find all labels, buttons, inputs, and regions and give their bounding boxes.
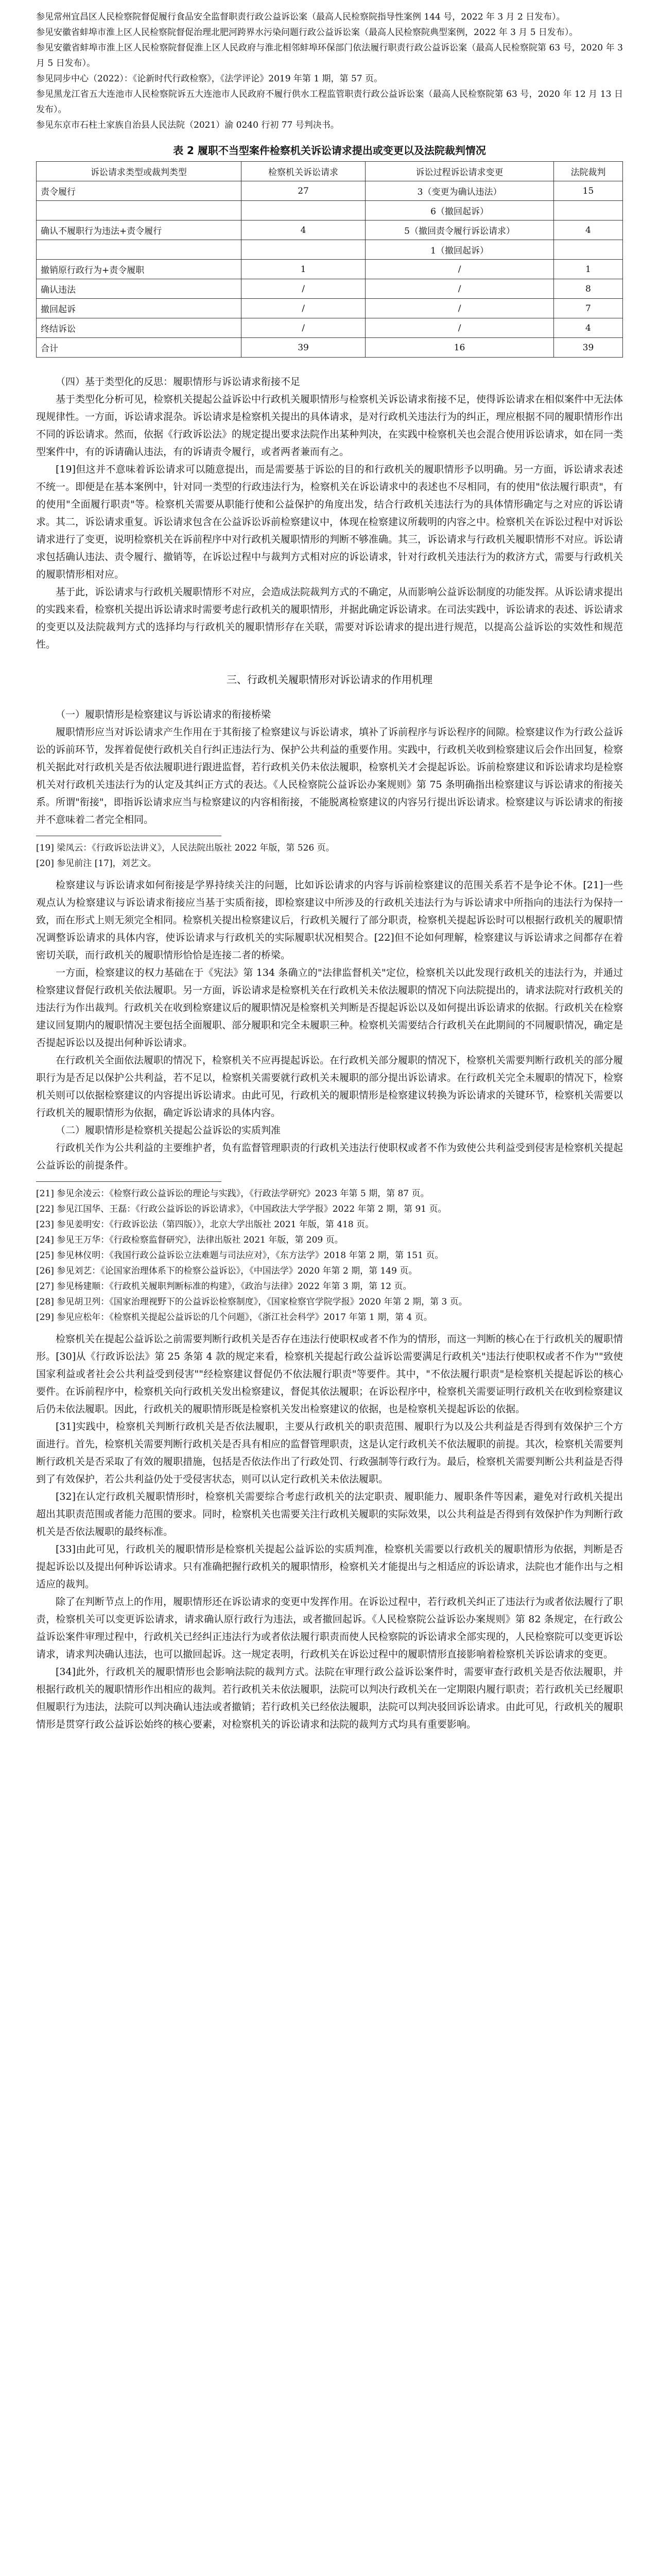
table-cell: / xyxy=(366,279,554,299)
table-cell: 8 xyxy=(553,279,622,299)
table-cell xyxy=(37,201,241,221)
body-paragraph: [33]由此可见，行政机关的履职情形是检察机关提起公益诉讼的实质判准，检察机关需要以行政机关的履职情形为依据，判断是否提起诉讼以及提出何种诉讼请求。只有准确把握行政机关的履职情形，检察机关才能提出与之相适应的诉讼请求，法院也才能作出与之相适应的裁判。 xyxy=(36,1544,623,1590)
table-cell xyxy=(553,201,622,221)
table-cell: / xyxy=(241,299,365,318)
table-row xyxy=(37,260,623,279)
footnote: [28] 参见胡卫列：《国家治理视野下的公益诉讼检察制度》，《国家检察官学院学报》2020 年第 2 期，第 3 页。 xyxy=(36,1297,467,1307)
table-row xyxy=(37,299,623,318)
table-cell: 3（变更为确认违法） xyxy=(366,181,554,201)
table-cell: / xyxy=(241,318,365,338)
section-heading: （二）履职情形是检察机关提起公益诉讼的实质判准 xyxy=(56,1125,281,1136)
footnote: [26] 参见刘艺：《论国家治理体系下的检察公益诉讼》，《中国法学》2020 年第 2 期，第 149 页。 xyxy=(36,1266,418,1276)
footnote: [25] 参见林仪明：《我国行政公益诉讼立法难题与司法应对》，《东方法学》2018 年第 2 期，第 151 页。 xyxy=(36,1250,444,1261)
table-row xyxy=(37,240,623,260)
section-a-continued xyxy=(36,876,623,1122)
footnote: [21] 参见余凌云：《检察行政公益诉讼的理论与实践》，《行政法学研究》2023 年第 5 期，第 87 页。 xyxy=(36,1189,429,1199)
body-paragraph: [34]此外，行政机关的履职情形也会影响法院的裁判方式。法院在审理行政公益诉讼案件时，需要审查行政机关是否依法履职，并根据行政机关的履职情形作出相应的裁判。若行政机关未依法履职，法院可以判决行政机关在一定期限内履行职责；若行政机关已经履职但履职行为违法，法院可以判决确认违法或者撤销；若行政机关已经依法履职，法院可以判决驳回诉讼请求。由此可见，行政机关的履职情形是贯穿行政公益诉讼始终的核心要素，对检察机关的诉讼请求和法院的裁判方式均具有重要影响。 xyxy=(36,1666,623,1730)
footnote: [27] 参见杨建顺：《行政机关履职判断标准的构建》，《政治与法律》2022 年第 3 期，第 12 页。 xyxy=(36,1281,412,1292)
table-cell: / xyxy=(366,299,554,318)
footnote: 参见常州宜昌区人民检察院督促履行食品安全监督职责行政公益诉讼案（最高人民检察院指导性案例 144 号，2022 年 3 月 2 日发布）。 xyxy=(36,12,565,22)
table-cell: 责令履行 xyxy=(37,181,241,201)
table-cell: 4 xyxy=(553,221,622,240)
table-cell: 7 xyxy=(553,299,622,318)
section-b-continued xyxy=(36,1330,623,1733)
case-statistics-table xyxy=(36,161,623,358)
body-paragraph: [19]但这并不意味着诉讼请求可以随意提出，而是需要基于诉讼的目的和行政机关的履职情形予以明确。另一方面，诉讼请求表述不统一。即便是在基本案例中，针对同一类型的行政违法行为，检察机关在诉讼请求中的表述也不尽相同，有的使用"依法履行职责"，有的使用"全面履行职责"等。检察机关需要从职能行使和公益保护的角度出发，结合行政机关违法行为的具体情形确定与之对应的诉讼请求。其二，诉讼请求重复。诉讼请求包含在公益诉讼诉前检察建议中，体现在检察建议所载明的内容之中。检察机关在诉讼过程中对诉讼请求进行了变更，说明检察机关在诉前程序中对行政机关履职情形的判断不够准确。其三，诉讼请求与行政机关履职情形不对应。诉讼请求包括确认违法、责令履行、撤销等，在诉讼过程中与裁判方式相对应的诉讼请求，针对行政机关违法行为的救济方式，需要与行政机关的履职情形相对应。 xyxy=(36,464,623,580)
table-cell: / xyxy=(366,318,554,338)
footnote: [23] 参见姜明安：《行政诉讼法（第四版）》，北京大学出版社 2021 年版，第 418 页。 xyxy=(36,1219,374,1230)
body-paragraph: 检察建议与诉讼请求如何衔接是学界持续关注的问题，比如诉讼请求的内容与诉前检察建议的范围关系若不是争论不休。[21]一些观点认为检察建议与诉讼请求衔接应当基于实质衔接，即检察建议中所涉及的行政机关违法行为与诉讼请求中所指向的违法行为保持一致，而在形式上则无须完全相同。检察机关提出检察建议后，行政机关履行了部分职责，检察机关提起诉讼时可以根据行政机关的履职情况调整诉讼请求的具体内容，使诉讼请求与行政机关的实际履职状况相契合。[22]但不论如何理解，检察建议与诉讼请求之间都存在着密切关联，而行政机关的履职情形恰恰是连接二者的桥梁。 xyxy=(36,879,623,961)
table-header-cell: 检察机关诉讼请求 xyxy=(241,162,365,181)
footnote: [19] 梁凤云：《行政诉讼法讲义》，人民法院出版社 2022 年版，第 526 页。 xyxy=(36,843,335,853)
table-cell: 39 xyxy=(241,338,365,358)
table-cell xyxy=(241,240,365,260)
table-row xyxy=(37,221,623,240)
footnote: [22] 参见江国华、王磊：《行政公益诉讼的诉讼请求》，《中国政法大学学报》2022 年第 2 期，第 91 页。 xyxy=(36,1204,447,1214)
body-paragraph: 在行政机关全面依法履职的情况下，检察机关不应再提起诉讼。在行政机关部分履职的情况下，检察机关需要判断行政机关的部分履职行为是否足以保护公共利益，若不足以，检察机关需要就行政机关未履职的部分提出诉讼请求。在行政机关完全未履职的情况下，检察机关则可以依据检察建议的内容提出诉讼请求。由此可见，行政机关的履职情形是检察建议转换为诉讼请求的关键环节，检察机关需要以行政机关的履职情形为依据，确定诉讼请求的具体内容。 xyxy=(36,1055,623,1118)
table-cell: 27 xyxy=(241,181,365,201)
footnote: 参见安徽省蚌埠市淮上区人民检察院督促治理北肥河跨界水污染问题行政公益诉讼案（最高人民检察院典型案例，2022 年 3 月 5 日发布）。 xyxy=(36,27,578,38)
table-header-cell: 法院裁判 xyxy=(553,162,622,181)
footnote: 参见安徽省蚌埠市淮上区人民检察院督促淮上区人民政府与淮北相邻蚌埠环保部门依法履行职责行政公益诉讼案（最高人民检察院第 63 号，2020 年 3 月 5 日发布）。 xyxy=(36,43,623,69)
footnote: [24] 参见王万华：《行政检察监督研究》，法律出版社 2021 年版，第 209 页。 xyxy=(36,1235,343,1245)
table-cell: 确认违法 xyxy=(37,279,241,299)
table-cell: 确认不履职行为违法+责令履行 xyxy=(37,221,241,240)
footnote: 参见东京市石柱土家族自治县人民法院（2021）渝 0240 行初 77 号判决书。 xyxy=(36,120,339,130)
table-cell: 合计 xyxy=(37,338,241,358)
table-cell: 6（撤回起诉） xyxy=(366,201,554,221)
table-cell xyxy=(37,240,241,260)
table-cell: 撤销原行政行为+责令履职 xyxy=(37,260,241,279)
body-paragraph: 检察机关在提起公益诉讼之前需要判断行政机关是否存在违法行使职权或者不作为的情形，而这一判断的核心在于行政机关的履职情形。[30]从《行政诉讼法》第 25 条第 4 款的规定来看，检察机关提起行政公益诉讼需要满足行政机关"违法行使职权或者不作为""致使国家利益或者社会公共利益受到侵害""经检察建议督促仍不依法履行职责"等要件。其中，"不依法履行职责"是检察机关提起诉讼的核心要件。在诉前程序中，检察机关向行政机关发出检察建议，督促其依法履职；在诉讼程序中，检察机关需要证明行政机关在收到检察建议后仍未依法履职。因此，行政机关的履职情形既是检察机关发出检察建议的依据，也是检察机关提起诉讼的依据。 xyxy=(36,1333,623,1415)
body-paragraph: 除了在判断节点上的作用，履职情形还在诉讼请求的变更中发挥作用。在诉讼过程中，若行政机关纠正了违法行为或者依法履行了职责，检察机关可以变更诉讼请求，请求确认原行政行为违法，或者撤回起诉。《人民检察院公益诉讼办案规则》第 82 条规定，在行政公益诉讼案件审理过程中，行政机关已经纠正违法行为或者依法履行职责而使人民检察院的诉讼请求全部实现的，人民检察院可以变更诉讼请求，请求判决确认违法，也可以撤回起诉。这一规定表明，行政机关在诉讼过程中的履职情形直接影响着检察机关诉讼请求的变更。 xyxy=(36,1596,623,1660)
footnote: 参见同步中心（2022）：《论新时代行政检察》，《法学评论》2019 年第 1 期，第 57 页。 xyxy=(36,74,383,84)
footnote-divider xyxy=(36,1181,221,1182)
section-heading: （一）履职情形是检察建议与诉讼请求的衔接桥梁 xyxy=(56,709,271,720)
body-paragraph: 基于此，诉讼请求与行政机关履职情形不对应，会造成法院裁判方式的不确定，从而影响公益诉讼制度的功能发挥。从诉讼请求提出的实践来看，检察机关提出诉讼请求时需要考虑行政机关的履职情形，并据此确定诉讼请求。在司法实践中，诉讼请求的表述、诉讼请求的变更以及法院裁判方式的选择均与行政机关的履职情形存在关联，需要对诉讼请求的提出进行规范，以提高公益诉讼的实效性和规范性。 xyxy=(36,586,623,650)
table-row xyxy=(37,318,623,338)
table-cell: / xyxy=(366,260,554,279)
section4-body xyxy=(36,391,623,653)
table-row xyxy=(37,201,623,221)
table-cell: 1（撤回起诉） xyxy=(366,240,554,260)
body-paragraph: [31]实践中，检察机关判断行政机关是否依法履职，主要从行政机关的职责范围、履职行为以及公共利益是否得到有效保护三个方面进行。首先，检察机关需要判断行政机关是否具有相应的监督管理职责，这是认定行政机关不依法履职的前提。其次，检察机关需要判断行政机关是否采取了有效的履职措施，包括是否依法作出了行政处罚、行政强制等行政行为。最后，检察机关需要判断公共利益是否得到了有效保护，若公共利益仍处于受侵害状态，则可以认定行政机关未依法履职。 xyxy=(36,1421,623,1485)
top-footnotes xyxy=(36,9,623,133)
body-paragraph: 履职情形应当对诉讼请求产生作用在于其衔接了检察建议与诉讼请求，填补了诉前程序与诉讼程序的间隙。检察建议作为行政公益诉讼的诉前环节，发挥着促使行政机关自行纠正违法行为、保护公共利益的重要作用。实践中，行政机关收到检察建议后会作出回复，检察机关据此对行政机关是否依法履职进行跟进监督，若行政机关仍未依法履职，检察机关才会提起诉讼。诉前检察建议和诉讼请求均是检察机关对行政机关违法行为的认定及其纠正方式的表达。《人民检察院公益诉讼办案规则》第 75 条明确指出检察建议与诉讼请求的衔接关系。所谓"衔接"，即指诉讼请求应当与检察建议的内容相衔接，不能脱离检察建议的内容另行提出诉讼请求。检察建议与诉讼请求的衔接并不意味着二者完全相同。 xyxy=(36,726,623,825)
table-cell: 撤回起诉 xyxy=(37,299,241,318)
table-cell: 终结诉讼 xyxy=(37,318,241,338)
table-header-cell: 诉讼请求类型或裁判类型 xyxy=(37,162,241,181)
table-header-cell: 诉讼过程诉讼请求变更 xyxy=(366,162,554,181)
table-cell: 15 xyxy=(553,181,622,201)
section-b-body xyxy=(36,1139,623,1174)
table-cell: 5（撤回责令履行诉讼请求） xyxy=(366,221,554,240)
chapter-heading: 三、行政机关履职情形对诉讼请求的作用机理 xyxy=(227,673,432,686)
table-row xyxy=(37,338,623,358)
bottom-footnotes xyxy=(36,1186,623,1325)
footnote: [20] 参见前注 [17]，刘艺文。 xyxy=(36,858,157,869)
table-row xyxy=(37,279,623,299)
table-cell xyxy=(553,240,622,260)
table-cell xyxy=(241,201,365,221)
body-paragraph: 基于类型化分析可见，检察机关提起公益诉讼中行政机关履职情形与检察机关诉讼请求衔接不足，使得诉讼请求在相似案件中无法体现规律性。一方面，诉讼请求混杂。诉讼请求是检察机关提出的具体请求，是对行政机关违法行为的纠正，理应根据不同的履职情形作出不同的诉讼请求。然而，依据《行政诉讼法》的规定提出要求法院作出某种判决，在实践中检察机关也会混合使用诉讼请求，如在同一类型案件中，有的诉请确认违法，有的诉请责令履行，或者两者兼而有之。 xyxy=(36,394,623,457)
table-title: 表 2 履职不当型案件检察机关诉讼请求提出或变更以及法院裁判情况 xyxy=(173,144,486,157)
body-paragraph: 行政机关作为公共利益的主要维护者，负有监督管理职责的行政机关违法行使职权或者不作为致使公共利益受到侵害是检察机关提起公益诉讼的前提条件。 xyxy=(36,1142,623,1171)
table-cell: 1 xyxy=(241,260,365,279)
footnote: [29] 参见应松年：《检察机关提起公益诉讼的几个问题》，《浙江社会科学》2017 年第 1 期，第 4 页。 xyxy=(36,1312,432,1323)
body-paragraph: 一方面，检察建议的权力基础在于《宪法》第 134 条确立的"法律监督机关"定位，检察机关以此发现行政机关的违法行为，并通过检察建议督促行政机关依法履职。另一方面，诉讼请求是检察机关在行政机关未依法履职的情况下向法院提出的，请求法院对行政机关的违法行为作出裁判。行政机关在收到检察建议后的履职情况是检察机关判断是否提起诉讼以及如何提出诉讼请求的依据。行政机关在检察建议回复期内的履职情况主要包括全面履职、部分履职和完全未履职三种。检察机关需要结合行政机关在此期间的不同履职情况，确定是否提起诉讼以及提出何种诉讼请求。 xyxy=(36,967,623,1048)
table-cell: 4 xyxy=(553,318,622,338)
table-cell: 16 xyxy=(366,338,554,358)
table-cell: 1 xyxy=(553,260,622,279)
table-cell: / xyxy=(241,279,365,299)
table-header-row xyxy=(37,162,623,181)
table-cell: 4 xyxy=(241,221,365,240)
table-cell: 39 xyxy=(553,338,622,358)
mid-footnotes xyxy=(36,840,623,871)
section-heading: （四）基于类型化的反思：履职情形与诉讼请求衔接不足 xyxy=(56,376,301,387)
section-a-body xyxy=(36,723,623,828)
footnote: 参见黑龙江省五大连池市人民检察院诉五大连池市人民政府不履行供水工程监管职责行政公益诉讼案（最高人民检察院第 63 号，2020 年 12 月 13 日发布）。 xyxy=(36,89,623,115)
table-row xyxy=(37,181,623,201)
body-paragraph: [32]在认定行政机关履职情形时，检察机关需要综合考虑行政机关的法定职责、履职能力、履职条件等因素，避免对行政机关提出超出其职责范围或者能力范围的要求。同时，检察机关也需要关注行政机关履职的实际效果，以公共利益是否得到有效保护作为判断行政机关是否依法履职的最终标准。 xyxy=(36,1491,623,1537)
